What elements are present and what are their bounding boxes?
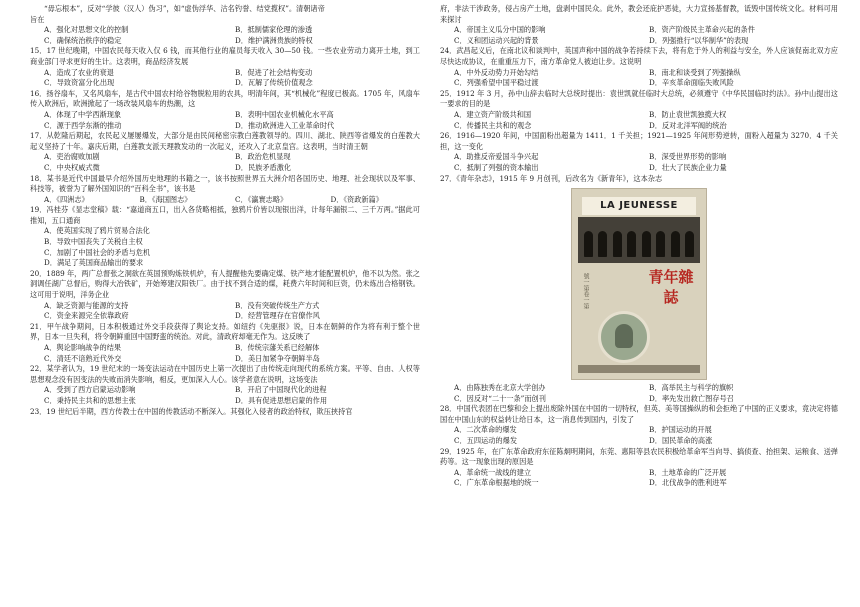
option-c[interactable]: C．确保统治秩序的稳定 [44,35,122,45]
option-b[interactable]: B．南北和谈受到了列强操纵 [649,67,741,77]
option-c[interactable]: C．秉持民主共和的思想主张 [44,395,136,405]
option-d[interactable]: D．率先发出救亡图存号召 [649,393,734,403]
option-d[interactable]: D．壮大了民族企业力量 [649,162,727,172]
option-d[interactable]: D．国民革命的高涨 [649,436,713,446]
question-19-options [30,226,420,268]
option-c[interactable]: C．《瀛寰志略》 [235,194,288,204]
option-b[interactable]: B．护国运动的开展 [649,425,712,435]
option-c[interactable]: C．中央权威式微 [44,162,100,172]
question-17: 17．从乾隆后期起，农民起义屡屡爆发，大部分是由民间秘密宗教白莲教领导的。四川、湖北、陕西等省爆发的白莲教大起义坚持了十年。嘉庆后期，白莲教支派天理教发动的一次起义，还攻入了北京皇宫。这表明，当时清王朝 [30,131,420,151]
option-a[interactable]: A．缺乏资源与能源的支持 [44,300,129,310]
question-18-options [30,195,420,206]
option-d[interactable]: D．瓦解了传统价值观念 [235,78,313,88]
option-d[interactable]: D．反对北洋军阀的统治 [649,120,727,130]
question-23: 23．19 世纪后半期，西方传教士在中国的传教活动不断深入。其强化入侵者的政治特权，欺压挟持官 [30,406,353,416]
question-24-options [440,68,838,89]
question-28: 28．中国代表团在巴黎和会上提出废除外国在中国的一切特权，但英、美等国操纵的和会拒绝了中国的正义要求，竟决定将德国在中国山东的权益转让给日本，这一消息传到国内，引发了 [440,404,838,424]
cover-issue-label: 號一第卷一第 [582,273,589,310]
option-c[interactable]: C．导致资富分化出现 [44,78,115,88]
option-d[interactable]: D．辛亥革命面临失败风险 [649,78,734,88]
question-26: 26．1916—1920 年间，中国面粉出超量为 1411．1 千关担；1921—1925 年间形势逆转，面粉入超量为 3270．4 千关担，这一变化 [440,131,838,151]
option-a[interactable]: A．《四洲志》 [44,194,89,204]
option-a[interactable]: A．造成了农业的衰退 [44,67,114,77]
question-15-options [30,68,420,89]
magazine-cover-image [571,188,707,380]
option-b[interactable]: B．导致中国丧失了关税自主权 [44,237,143,247]
option-d[interactable]: D．经营管理存在官僚作风 [235,311,320,321]
option-d[interactable]: D．列强推行“以华制华”的表现 [649,35,749,45]
cover-chinese-title: 青年雜誌 [648,268,694,307]
option-b[interactable]: B．抵制儒家伦理的渗透 [235,25,313,35]
option-a[interactable]: A．帝国主义瓜分中国的影响 [454,25,546,35]
option-d[interactable]: D．具有促进思想启蒙的作用 [235,395,328,405]
question-20: 20．1889 年，两广总督张之洞欲在英国预购炼铁机炉，有人提醒他先要确定煤、铁产地才能配置机炉，他不以为然。张之洞调任湖广总督后，购得大冶铁矿，开始筹建汉阳铁厂。由于找不到合适的煤，耗费六年时间和巨资，仍未炼出合格钢铁。这可用于说明，洋务企业 [30,268,420,300]
question-17-options [30,152,420,173]
cover-figures-row [584,223,694,257]
option-a[interactable]: A．使英国实现了鸦片贸易合法化 [44,226,150,236]
option-a[interactable]: A．中外反动势力开始勾结 [454,67,539,77]
option-c[interactable]: C．抵制了列强的资本输出 [454,162,539,172]
question-18: 18．某书是近代中国最早介绍外国历史地理的书籍之一，该书按照世界五大洲介绍各国历史、地理、社会现状以及军事、科技等，被誉为了解外国知识的“百科全书”，该书是 [30,173,420,194]
question-16-options [30,110,420,131]
question-28-options [440,425,838,446]
option-b[interactable]: B．防止袁世凯独揽大权 [649,109,727,119]
question-23-continued: 府，非法干涉政务，侵占房产土地，盘剥中国民众。此外，教会还庇护恶徒，大力宣扬基督教，诋毁中国传统文化。材料可用来探讨 [440,4,838,24]
intro-text: “毋忘根本”，反对“学彼（汉人）伪习”，如“虚伪浮华、沽名钓誉、结党揽权”。清朝诸帝 [44,4,325,13]
option-c[interactable]: C．资金来源完全依靠政府 [44,311,129,321]
question-25-options [440,110,838,131]
option-b[interactable]: B．开启了中国现代化的进程 [235,385,327,395]
question-25: 25．1912 年 3 月，孙中山辞去临时大总统时提出：袁世凯就任临时大总统，必须遵守《中华民国临时约法》。孙中山提出这一要求的目的是 [440,88,838,109]
question-29: 29．1925 年，在广东革命政府东征陈炯明期间，东莞、惠阳等县农民积极给革命军当向导、搞侦查、抬担架、运粮食、送弹药等。这一现象出现的原因是 [440,446,838,467]
option-a[interactable]: A．体现了中学西渐现象 [44,109,122,119]
option-a[interactable]: A．助推反帝爱国斗争兴起 [454,152,539,162]
option-d[interactable]: D．推动欧洲进入工业革命时代 [235,120,335,130]
option-b[interactable]: B．资产阶级民主革命兴起的条件 [649,25,755,35]
option-a[interactable]: A．强化对思想文化的控制 [44,25,129,35]
question-27-options [440,383,838,404]
option-b[interactable]: B．《海国图志》 [139,194,192,204]
cover-french-title: LA JEUNESSE [582,197,696,215]
question-22-options [30,385,420,406]
option-b[interactable]: B．政治危机显现 [235,152,291,162]
option-b[interactable]: B．土地革命的广泛开展 [649,467,727,477]
question-20-options [30,301,420,322]
intro-text-end: 旨在 [30,14,45,24]
magazine-cover-figure [440,188,838,380]
option-b[interactable]: B．高举民主与科学的旗帜 [649,383,734,393]
question-19: 19．冯桂芬《显志堂稿》载：“嘉道商五口，出入各货略相抵，独鸦片价皆以现银出洋，计每年漏银二、三千万两。”据此可推知，五口通商 [30,205,420,225]
option-a[interactable]: A．革命统一战线的建立 [454,467,532,477]
option-a[interactable]: A．受到了西方启蒙运动影响 [44,385,136,395]
option-d[interactable]: D．维护满洲贵族的特权 [235,35,313,45]
question-21: 21．甲午战争期间，日本积极通过外交手段获得了舆论支持。如纽约《先驱报》说，日本在朝鲜的作为将有利于整个世界，日本一旦失利，将令朝鲜重回中国野蛮的统治。对此，清政府却毫无作为。这反映了 [30,321,420,342]
option-c[interactable]: C．列强希望中国平稳过渡 [454,78,539,88]
option-a[interactable]: A．由陈独秀在北京大学创办 [454,383,546,393]
option-c[interactable]: C．因反对“二十一条”而创刊 [454,393,546,403]
option-a[interactable]: A．舆论影响战争的结果 [44,343,122,352]
question-26-options [440,152,838,173]
option-d[interactable]: D．北伐战争的胜利进军 [649,478,727,488]
option-b[interactable]: B．表明中国农业机械化水平高 [235,109,334,119]
question-24: 24．武昌起义后，在南北议和谈判中，英国声称中国的战争若持续下去，将有危于外人的利益与安全，外人应该促南北双方应尽快达成协议，在重重压力下，南方革命党人被迫让步。这说明 [440,46,838,66]
question-23-options [440,25,838,46]
question-16: 16．扬谷扇车，又名风扇车，是古代中国农村给谷物脱粒用的农具，明清年间，其“机械化”程度已极高。1705 年，风扇车传入欧洲后，欧洲掀起了一场改装风扇车的热潮，这 [30,88,420,109]
option-b[interactable]: B．传统宗藩关系已经解体 [235,343,320,352]
cover-bottom-band [578,365,700,373]
intro-options [30,25,420,46]
cover-portrait-medallion [598,311,650,363]
option-c[interactable]: C．广东革命根据地的统一 [454,478,539,488]
option-c[interactable]: C．义和团运动兴起的背景 [454,35,539,45]
option-b[interactable]: B．深受世界形势的影响 [649,152,727,162]
option-c[interactable]: C．传播民主共和的观念 [454,120,532,130]
question-29-options [440,468,838,489]
option-a[interactable]: A．二次革命的爆发 [454,425,517,435]
question-27: 27．《青年杂志》，1915 年 9 月创刊，后改名为《新青年》，这本杂志 [440,173,663,183]
question-15: 15．17 世纪晚期，中国农民每天收入仅 6 钱，而其他行业的雇员每天收入 30—50 钱。一些农业劳动力离开土地，到工商业部门寻求更好的生计。这表明，商品经济发展 [30,46,420,66]
option-c[interactable]: C．源于西学东渐的推动 [44,120,122,130]
right-column [440,4,838,489]
option-a[interactable]: A．吏治腐败加剧 [44,152,100,162]
option-d[interactable]: D．民族矛盾激化 [235,162,292,172]
option-b[interactable]: B．促进了社会结构变动 [235,67,313,77]
option-c[interactable]: C．加剧了中国社会的矛盾与危机 [44,247,151,257]
option-c[interactable]: C．五四运动的爆发 [454,436,518,446]
option-a[interactable]: A．建立资产阶级共和国 [454,109,532,119]
option-d[interactable]: D．满足了英国商品输出的要求 [44,258,144,268]
option-b[interactable]: B．没有突破传统生产方式 [235,300,320,310]
question-22: 22．某学者认为，19 世纪末的一场变法运动在中国历史上第一次提出了由传统走向现代的系统方案。平等、自由、人权等思想观念没有因变法的失败而消失影响，相反，更加深入人心。该学者意在说明，这场变法 [30,364,420,384]
option-c[interactable]: C．清廷不谙熟近代外交 [44,353,122,363]
option-d[interactable]: D．《资政新篇》 [330,194,383,204]
option-d[interactable]: D．美日加紧争夺朝鲜半岛 [235,353,320,363]
question-21-options [30,343,420,364]
left-column [30,4,420,417]
